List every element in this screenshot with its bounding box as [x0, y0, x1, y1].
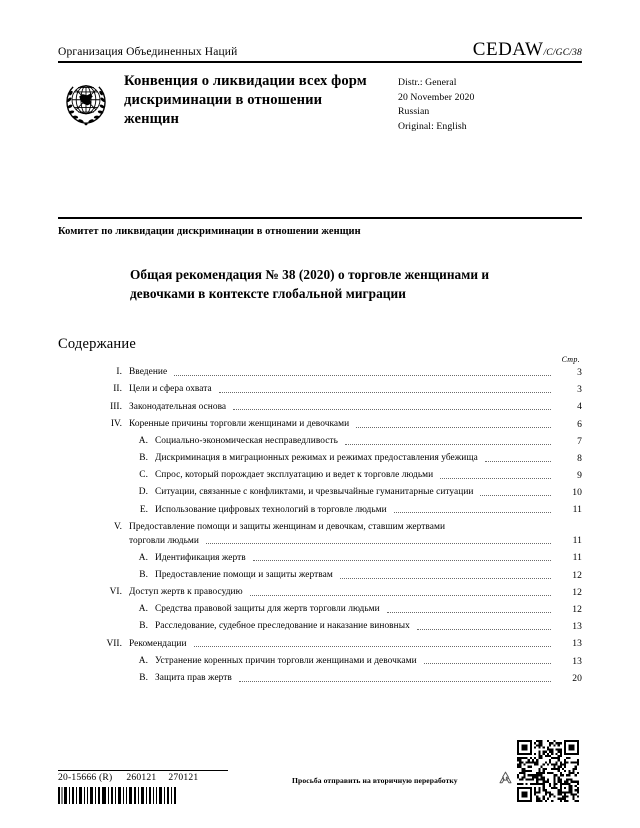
toc-entry[interactable]	[58, 401, 582, 413]
toc-leader-dots	[424, 662, 551, 664]
toc-entry-number: B.	[139, 672, 148, 683]
toc-entry[interactable]	[58, 504, 582, 516]
qr-code	[517, 740, 579, 802]
distribution-date: 20 November 2020	[398, 91, 475, 103]
job-number-value: 20-15666 (R)	[58, 772, 113, 783]
toc-entry-page: 13	[572, 655, 582, 667]
toc-entry-number: III.	[110, 401, 122, 412]
barcode	[58, 787, 176, 804]
toc-leader-dots	[452, 529, 577, 530]
job-date-1: 260121	[126, 772, 157, 783]
toc-entry-number: D.	[138, 487, 148, 498]
committee-name: Комитет по ликвидации дискриминации в отношении женщин	[58, 226, 361, 237]
toc-entry[interactable]	[58, 552, 582, 564]
toc-leader-dots	[417, 628, 551, 630]
toc-leader-dots	[480, 494, 551, 496]
toc-entry[interactable]	[58, 436, 582, 448]
toc-entry-number: B.	[139, 453, 148, 464]
toc-leader-dots	[233, 408, 551, 410]
toc-entry-label: Средства правовой защиты для жертв торговли людьми	[155, 604, 380, 615]
toc-entry[interactable]	[58, 656, 582, 668]
distribution-language: Russian	[398, 106, 430, 118]
job-number	[58, 772, 198, 783]
toc-entry[interactable]	[58, 621, 582, 633]
toc-entry-page: 20	[572, 672, 582, 684]
convention-title: Конвенция о ликвидации всех форм дискриминации в отношении женщин	[124, 73, 367, 127]
toc-leader-dots	[253, 559, 551, 561]
toc-leader-dots	[440, 477, 551, 479]
toc-entry[interactable]	[58, 384, 582, 396]
toc-entry-label: Предоставление помощи и защиты жертвам	[155, 569, 333, 580]
toc-entry[interactable]	[58, 487, 582, 499]
toc-leader-dots	[387, 611, 551, 613]
toc-entry-number: B.	[139, 621, 148, 632]
toc-entry-page: 11	[572, 504, 582, 516]
toc-entry-number: VI.	[109, 587, 122, 598]
organization-name: Организация Объединенных Наций	[58, 46, 238, 59]
toc-entry-number: A.	[138, 604, 148, 615]
toc-entry-label: Коренные причины торговли женщинами и девочками	[129, 418, 350, 429]
contents-heading: Содержание	[58, 336, 136, 352]
un-emblem-icon	[58, 74, 114, 130]
toc-entry-number: A.	[138, 435, 148, 446]
toc-entry-label: Спрос, который порождает эксплуатацию и ведет к торговле людьми	[155, 470, 434, 481]
toc-entry-page: 11	[572, 552, 582, 564]
toc-entry-label: Законодательная основа	[129, 401, 227, 412]
toc-entry-page: 4	[577, 401, 582, 413]
toc-entry-number: B.	[139, 569, 148, 580]
toc-entry-page: 13	[572, 621, 582, 633]
toc-entry-number: V.	[113, 521, 122, 532]
toc-entry[interactable]	[58, 522, 582, 548]
toc-entry-line-2	[100, 535, 582, 547]
toc-entry-label: Защита прав жертв	[155, 672, 232, 683]
toc-entry-number: VII.	[106, 638, 122, 649]
toc-leader-dots	[356, 426, 551, 428]
toc-entry-label: Цели и сфера охвата	[129, 384, 212, 395]
toc-leader-dots	[174, 374, 551, 376]
toc-entry-label: Расследование, судебное преследование и наказание виновных	[155, 621, 410, 632]
footer-divider	[58, 770, 228, 771]
toc-entry-number: I.	[116, 367, 122, 378]
distribution-type: Distr.: General	[398, 77, 457, 88]
toc-leader-dots	[340, 577, 551, 579]
toc-entry[interactable]	[58, 638, 582, 650]
toc-entry-page: 3	[577, 367, 582, 378]
committee-divider	[58, 217, 582, 219]
toc-entry[interactable]	[58, 453, 582, 465]
distribution-original: Original: English	[398, 121, 467, 133]
toc-entry-number: C.	[139, 470, 148, 481]
recycle-notice: Просьба отправить на вторичную переработку	[292, 776, 458, 785]
toc-rows	[58, 367, 582, 685]
toc-entry-page: 6	[577, 418, 582, 430]
distribution-block	[398, 72, 474, 135]
toc-entry-label-continued: торговли людьми	[129, 535, 199, 546]
toc-entry-page: 8	[577, 452, 582, 464]
document-symbol	[473, 40, 582, 59]
masthead-divider	[58, 61, 582, 63]
toc-entry-number: II.	[113, 384, 122, 395]
toc-entry[interactable]	[58, 604, 582, 616]
toc-entry-page: 12	[572, 569, 582, 581]
toc-entry-label: Использование цифровых технологий в торговле людьми	[155, 504, 387, 515]
toc-entry-page: 13	[572, 638, 582, 650]
toc-entry-label: Предоставление помощи и защиты женщинам и девочкам, ставшим жертвами	[129, 521, 446, 532]
toc-entry-label: Социально-экономическая несправедливость	[155, 435, 338, 446]
toc-leader-dots	[394, 511, 551, 513]
toc-entry[interactable]	[58, 419, 582, 431]
toc-entry-page: 12	[572, 586, 582, 598]
toc-entry-page: 7	[577, 435, 582, 447]
toc-entry-label: Доступ жертв к правосудию	[129, 587, 243, 598]
toc-entry-page: 9	[577, 470, 582, 482]
table-of-contents	[58, 355, 582, 690]
toc-entry-page: 10	[572, 487, 582, 499]
toc-entry-label: Введение	[129, 367, 168, 378]
toc-entry-label: Ситуации, связанные с конфликтами, и чрезвычайные гуманитарные ситуации	[155, 487, 474, 498]
masthead-top-row	[58, 40, 582, 61]
masthead-body	[58, 72, 582, 135]
toc-entry-number: A.	[138, 552, 148, 563]
toc-entry[interactable]	[58, 470, 582, 482]
toc-entry-label: Рекомендации	[129, 638, 187, 649]
toc-leader-dots	[239, 680, 551, 682]
toc-entry-page: 3	[577, 384, 582, 396]
toc-entry-line-1	[100, 522, 582, 534]
page-title: Общая рекомендация № 38 (2020) о торговле женщинами и девочками в контексте глобальной миграции	[130, 267, 490, 301]
toc-entry-label: Дискриминация в миграционных режимах и режимах предоставления убежища	[155, 453, 478, 464]
toc-entry-number: IV.	[110, 418, 122, 429]
toc-leader-dots	[194, 645, 551, 647]
toc-entry-number: A.	[138, 655, 148, 666]
toc-entry[interactable]	[58, 367, 582, 379]
toc-leader-dots	[219, 391, 551, 393]
toc-entry-page: 11	[572, 535, 582, 547]
toc-entry-label: Устранение коренных причин торговли женщинами и девочками	[155, 655, 417, 666]
toc-entry-label: Идентификация жертв	[155, 552, 246, 563]
toc-entry[interactable]	[58, 570, 582, 582]
toc-leader-dots	[485, 460, 551, 462]
toc-leader-dots	[250, 594, 551, 596]
toc-page-column-header: Стр.	[561, 355, 580, 364]
toc-entry-number: E.	[139, 504, 148, 515]
recycle-icon	[497, 770, 514, 787]
job-date-2: 270121	[168, 772, 199, 783]
masthead	[58, 40, 582, 135]
toc-entry[interactable]	[58, 673, 582, 685]
toc-leader-dots	[206, 542, 551, 544]
document-symbol-suffix: /C/GC/38	[543, 48, 582, 58]
toc-leader-dots	[345, 443, 551, 445]
toc-entry-page: 12	[572, 603, 582, 615]
document-symbol-main: CEDAW	[472, 39, 544, 60]
toc-entry[interactable]	[58, 587, 582, 599]
